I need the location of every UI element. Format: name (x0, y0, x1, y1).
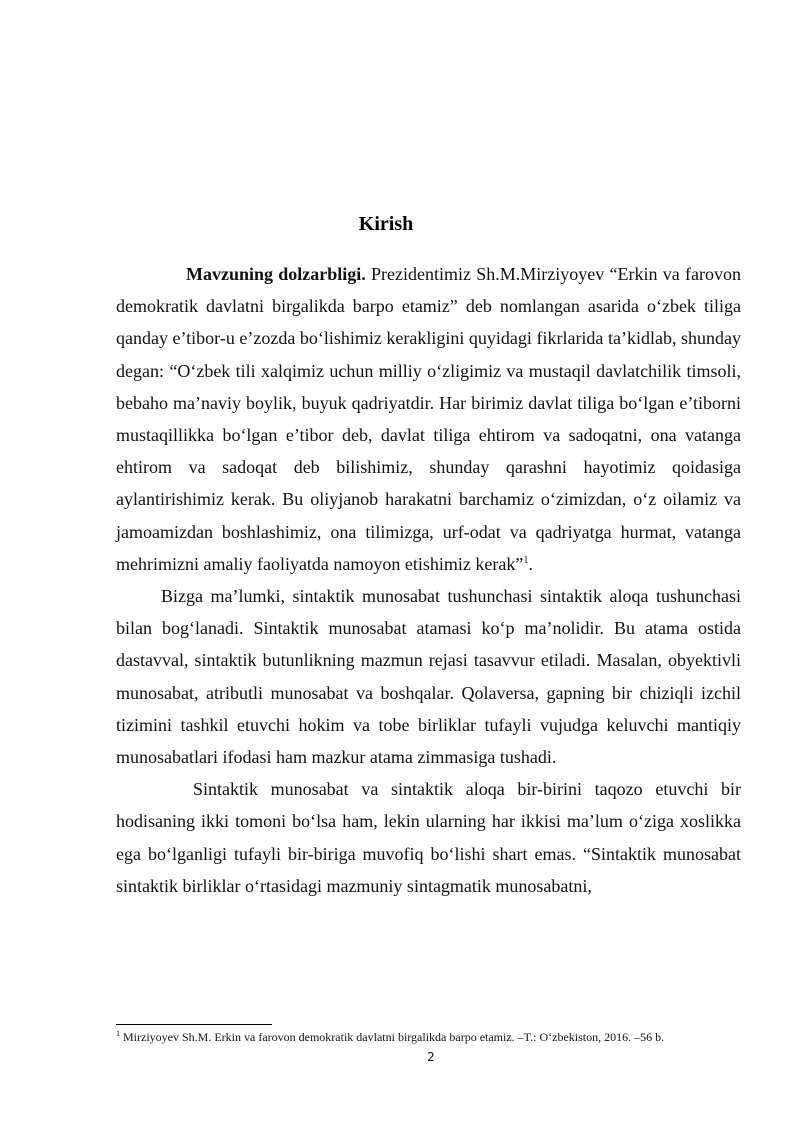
footnote-reference[interactable]: 1 (523, 554, 529, 566)
section-title: Kirish (358, 213, 414, 235)
footnote (116, 1029, 746, 1045)
footnote-marker: 1 (116, 1029, 120, 1038)
paragraph-syntactic-link: Sintaktik munosabat va sintaktik aloqa bir-birini taqozo etuvchi bir hodisaning ikki tomoni bo‘lsa ham, lekin ularning har ikkisi ma’lum o‘ziga xoslikka ega bo‘lganligi tufayli bir-biriga muvofiq bo‘lishi shart emas. “Sintaktik munosabat sintaktik birliklar o‘rtasidagi mazmuniy sintagmatik munosabatni, (116, 779, 741, 896)
paragraph-syntactic-relation: Bizga ma’lumki, sintaktik munosabat tushunchasi sintaktik aloqa tushunchasi bilan bog‘lanadi. Sintaktik munosabat atamasi ko‘p ma’nolidir. Bu atama ostida dastavval, sintaktik butunlikning mazmun rejasi tasavvur etiladi. Masalan, obyektivli munosabat, atributli munosabat va boshqalar. Qolaversa, gapning bir chiziqli izchil tizimini tashkil etuvchi hokim va tobe birliklar tufayli vujudga keluvchi mantiqiy munosabatlari ifodasi ham mazkur atama zimmasiga tushadi. (116, 586, 741, 768)
paragraph-relevance-text: Prezidentimiz Sh.M.Mirziyoyev “Erkin va farovon demokratik davlatni birgalikda barpo etamiz” deb nomlangan asarida o‘zbek tiliga qanday e’tibor-u e’zozda bo‘lishimiz kerakligini quyidagi fikrlarida ta’kidlab, shunday degan: “O‘zbek tili xalqimiz uchun milliy o‘zligimiz va mustaqil davlatchilik timsoli, bebaho ma’naviy boylik, buyuk qadriyatdir. Har birimiz davlat tiliga bo‘lgan e’tiborni mustaqillikka bo‘lgan e’tibor deb, davlat tiliga ehtirom va sadoqatni, ona vatanga ehtirom va sadoqat deb bilishimiz, shunday qarashni hayotimiz qoidasiga aylantirishimiz kerak. Bu oliyjanob harakatni barchamiz o‘zimizdan, o‘z oilamiz va jamoamizdan boshlashimiz, ona tilimizga, urf-odat va qadriyatga hurmat, vatanga mehrimizni amaliy faoliyatda namoyon etishimiz kerak” (116, 264, 741, 574)
paragraph-lead: Mavzuning dolzarbligi. (186, 264, 366, 284)
paragraph-relevance (116, 258, 741, 580)
footnote-separator (116, 1024, 272, 1025)
page-number: 2 (427, 1050, 435, 1064)
paragraph-relevance-end: . (528, 553, 533, 574)
footnote-text: Mirziyoyev Sh.M. Erkin va farovon demokratik davlatni birgalikda barpo etamiz. –T.: O‘zbekiston, 2016. –56 b. (120, 1030, 665, 1044)
body-text (116, 258, 741, 902)
